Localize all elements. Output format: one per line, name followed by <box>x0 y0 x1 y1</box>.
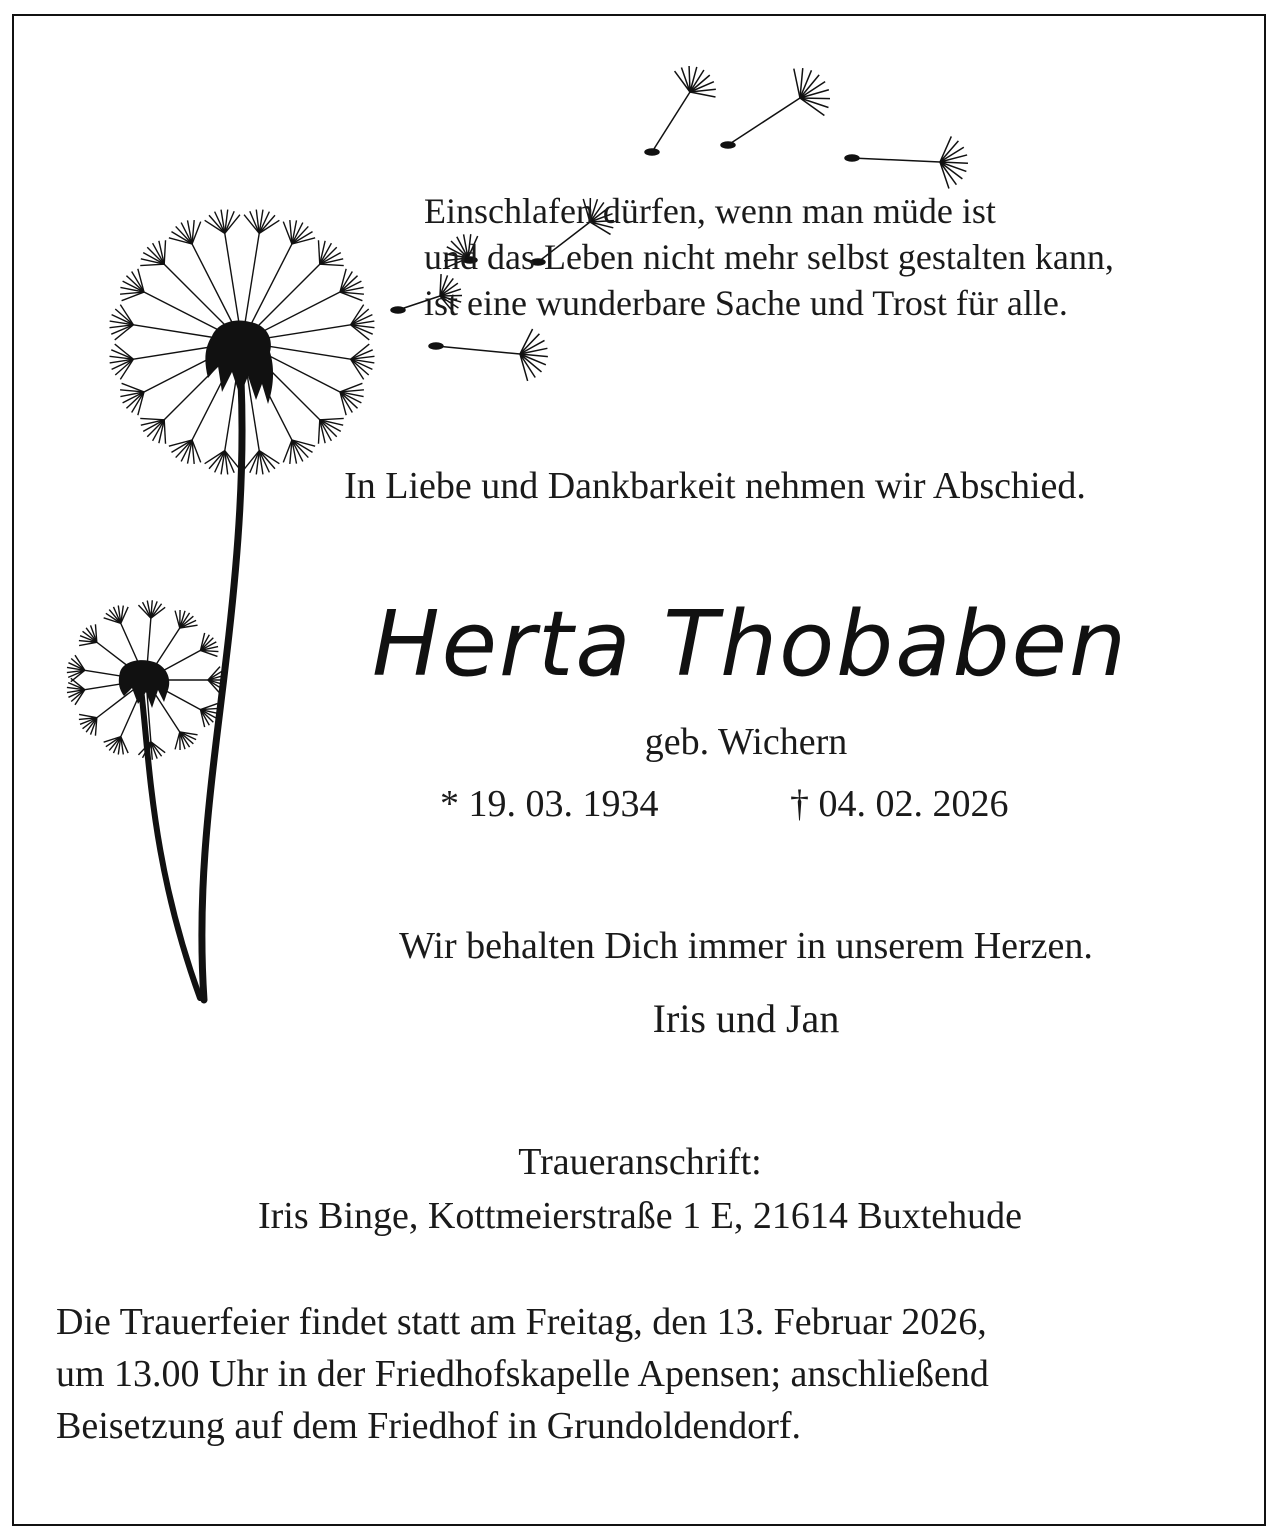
flying-seed-body <box>429 343 443 349</box>
flying-seed-tuft <box>800 98 828 107</box>
flying-seed-body <box>391 307 405 313</box>
seed-tuft-stroke <box>140 264 164 265</box>
poem-line: ist eine wunderbare Sache und Trost für alle. <box>424 283 1068 323</box>
seed-tuft-stroke <box>318 240 319 264</box>
poem-line: und das Leben nicht mehr selbst gestalten kann, <box>424 237 1114 277</box>
flying-seed-body <box>721 142 735 148</box>
small-dandelion-stem-icon <box>140 680 200 998</box>
seed-tuft-stroke <box>175 732 180 749</box>
remembrance-text: Wir behalten Dich immer in unserem Herzen. <box>399 925 1093 967</box>
seed-tuft-stroke <box>320 418 344 419</box>
flying-seed-tuft <box>690 92 716 97</box>
address-text: Iris Binge, Kottmeierstraße 1 E, 21614 Buxtehude <box>257 1195 1023 1237</box>
flying-seed-stem <box>852 158 940 162</box>
poem <box>424 188 1244 326</box>
flying-seed-tuft <box>675 71 690 92</box>
flying-seed-tuft <box>689 66 690 92</box>
flying-seed-tuft <box>800 98 824 115</box>
birth-date: * 19. 03. 1934 <box>440 783 659 825</box>
flying-seed-body <box>645 149 659 155</box>
seed-tuft-stroke <box>318 420 319 444</box>
flying-seed-body <box>845 155 859 161</box>
flying-seed-tuft <box>794 69 800 98</box>
service-info <box>56 1296 1246 1452</box>
flying-seed-tuft <box>940 155 967 162</box>
flying-seed-stem <box>652 92 690 152</box>
poem-line: Einschlafen dürfen, wenn man müde ist <box>424 191 996 231</box>
seed-tuft-stroke <box>320 264 344 265</box>
flying-seed-tuft <box>800 98 830 99</box>
death-date: † 04. 02. 2026 <box>790 783 1009 825</box>
address-label: Traueranschrift: <box>518 1141 762 1183</box>
flying-seed-stem <box>728 98 800 145</box>
seed-tuft-stroke <box>175 611 180 628</box>
seed-tuft-stroke <box>140 418 164 419</box>
service-line: Beisetzung auf dem Friedhof in Grundoldendorf. <box>56 1405 802 1447</box>
seed-tuft-stroke <box>164 240 165 264</box>
service-line: Die Trauerfeier findet statt am Freitag, den 13. Februar 2026, <box>56 1301 987 1343</box>
dandelion-head-icon <box>205 321 273 404</box>
seed-tuft-stroke <box>79 642 97 645</box>
maiden-name: geb. Wichern <box>644 721 848 763</box>
signers: Iris und Jan <box>652 996 840 1041</box>
service-line: um 13.00 Uhr in der Friedhofskapelle Apensen; anschließend <box>56 1353 989 1395</box>
deceased-name: Herta Thobaben <box>372 592 1128 697</box>
flying-seed-stem <box>436 346 520 354</box>
seed-tuft-stroke <box>164 420 165 444</box>
farewell-text: In Liebe und Dankbarkeit nehmen wir Abschied. <box>344 465 1086 507</box>
seed-tuft-stroke <box>79 714 97 717</box>
